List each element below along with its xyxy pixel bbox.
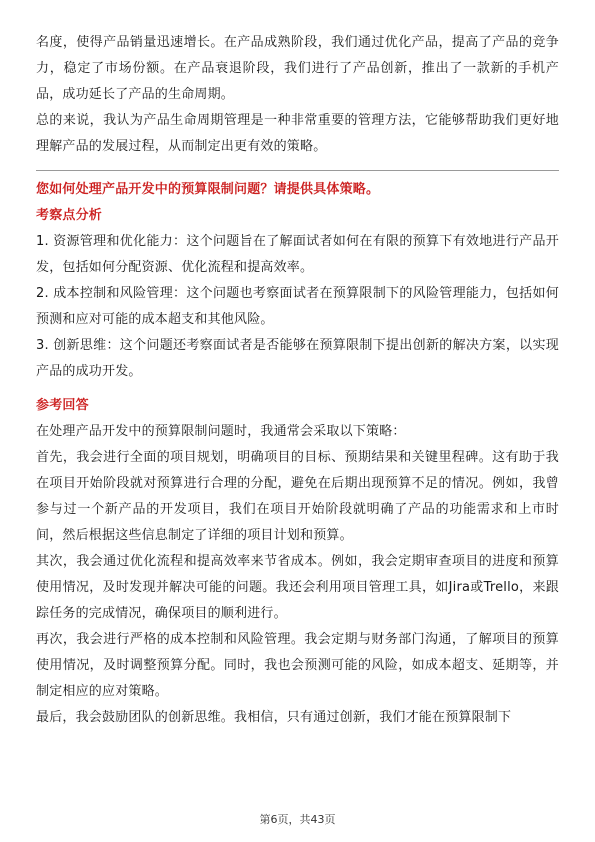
document-page [36,30,559,731]
answer-paragraph: 其次，我会通过优化流程和提高效率来节省成本。例如，我会定期审查项目的进度和预算使用情况，及时发现并解决可能的问题。我还会利用项目管理工具，如Jira或Trello，来跟踪任务的完成情况，确保项目的顺利进行。 [36,554,559,621]
analysis-point: 2. 成本控制和风险管理：这个问题也考察面试者在预算限制下的风险管理能力，包括如何预测和应对可能的成本超支和其他风险。 [36,286,559,327]
analysis-heading: 考察点分析 [36,208,103,223]
page-number: 第6页，共43页 [259,813,336,826]
answer-paragraph: 在处理产品开发中的预算限制问题时，我通常会采取以下策略： [36,424,406,439]
analysis-point: 3. 创新思维：这个问题还考察面试者是否能够在预算限制下提出创新的解决方案，以实现产品的成功开发。 [36,338,559,379]
intro-paragraph: 总的来说，我认为产品生命周期管理是一种非常重要的管理方法，它能够帮助我们更好地理解产品的发展过程，从而制定出更有效的策略。 [36,113,559,154]
intro-paragraph: 名度，使得产品销量迅速增长。在产品成熟阶段，我们通过优化产品，提高了产品的竞争力，稳定了市场份额。在产品衰退阶段，我们进行了产品创新，推出了一款新的手机产品，成功延长了产品的生命周期。 [36,35,559,102]
answer-paragraph: 再次，我会进行严格的成本控制和风险管理。我会定期与财务部门沟通，了解项目的预算使用情况，及时调整预算分配。同时，我也会预测可能的风险，如成本超支、延期等，并制定相应的应对策略。 [36,632,559,699]
answer-paragraph: 首先，我会进行全面的项目规划，明确项目的目标、预期结果和关键里程碑。这有助于我在项目开始阶段就对预算进行合理的分配，避免在后期出现预算不足的情况。例如，我曾参与过一个新产品的开发项目，我们在项目开始阶段就明确了产品的功能需求和上市时间，然后根据这些信息制定了详细的项目计划和预算。 [36,450,559,543]
question-title: 您如何处理产品开发中的预算限制问题？请提供具体策略。 [36,182,380,197]
answer-heading: 参考回答 [36,398,89,413]
answer-paragraph: 最后，我会鼓励团队的创新思维。我相信，只有通过创新，我们才能在预算限制下 [36,710,512,725]
section-divider [36,170,559,171]
analysis-point: 1. 资源管理和优化能力：这个问题旨在了解面试者如何在有限的预算下有效地进行产品开发，包括如何分配资源、优化流程和提高效率。 [36,234,559,275]
